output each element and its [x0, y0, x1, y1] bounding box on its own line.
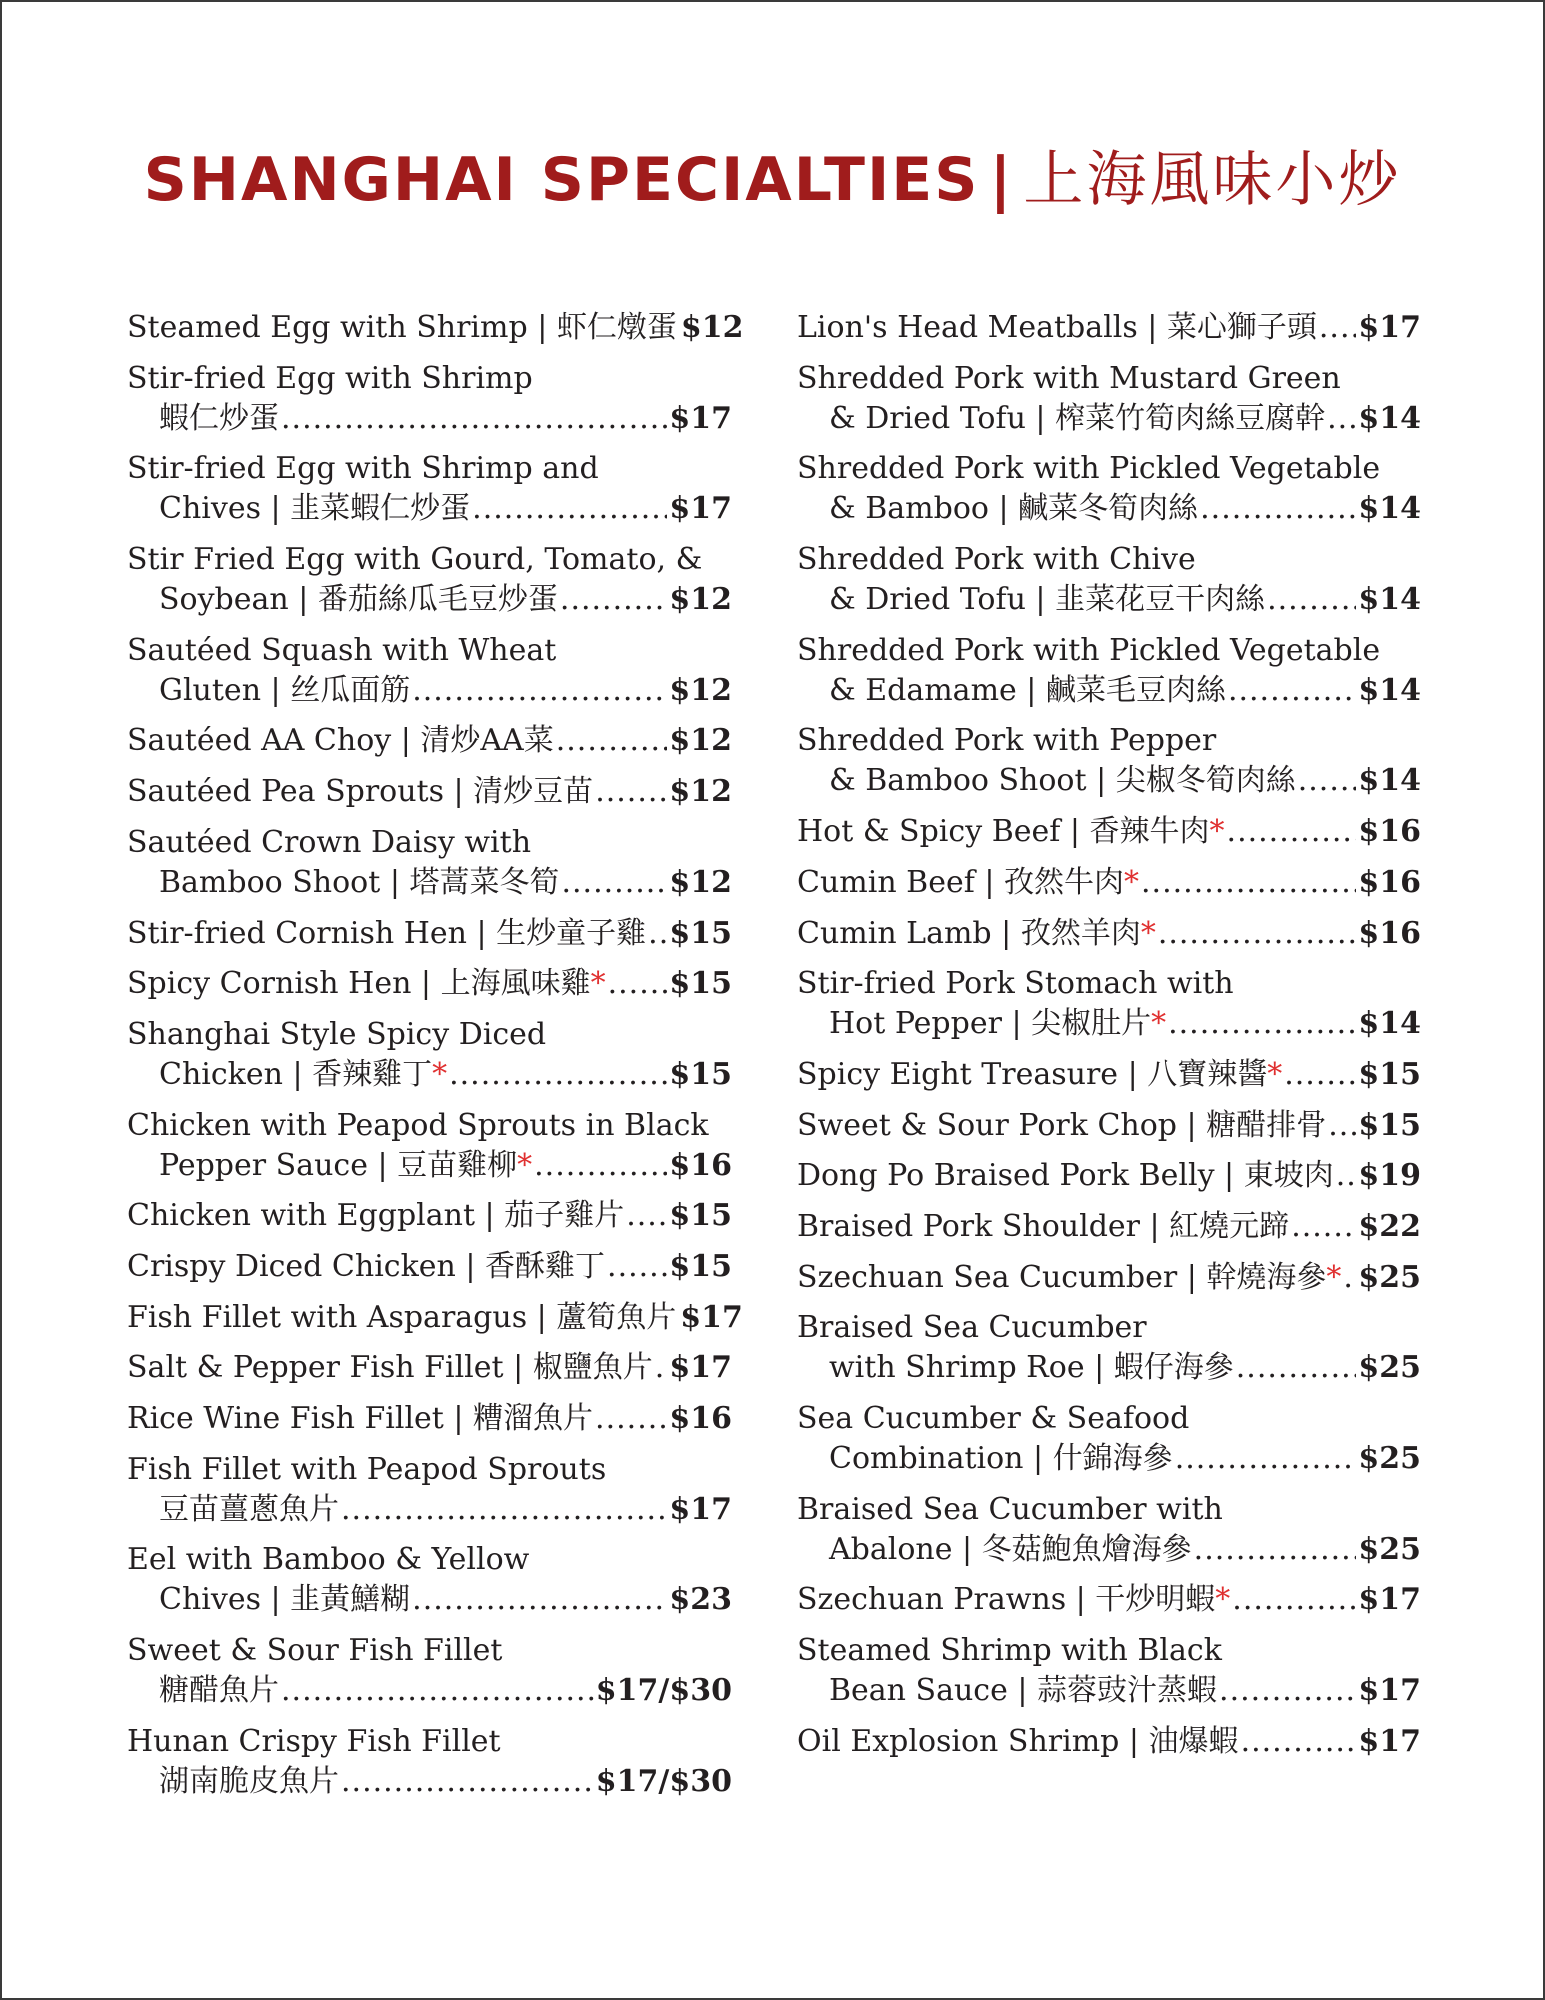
- menu-item-chinese-name: Pepper Sauce | 豆苗雞柳: [159, 1147, 518, 1183]
- menu-item: [127, 1399, 732, 1439]
- menu-item-name-line: [797, 1258, 1421, 1298]
- dot-leader: [1168, 1004, 1356, 1044]
- menu-item-name: Stir-fried Cornish Hen | 生炒童子雞: [127, 915, 647, 951]
- menu-item-price: $15: [669, 1248, 732, 1284]
- menu-item-price: $25: [1358, 1259, 1421, 1295]
- menu-item: [797, 1490, 1421, 1570]
- menu-item-price: $17: [1358, 310, 1421, 345]
- dot-leader: [556, 721, 668, 761]
- menu-item: [797, 964, 1421, 1044]
- menu-item-name: Cumin Lamb | 孜然羊肉: [797, 915, 1141, 951]
- menu-item-name: Shanghai Style Spicy Diced: [127, 1016, 547, 1052]
- menu-item-name: Shredded Pork with Pickled Vegetable: [797, 632, 1381, 668]
- menu-item-price: $12: [680, 310, 744, 345]
- dot-leader: [1219, 1671, 1356, 1711]
- dot-leader: [655, 1348, 668, 1388]
- menu-item-price: $16: [1358, 915, 1421, 951]
- menu-item-name-line: [797, 1106, 1421, 1146]
- dot-leader: [608, 964, 668, 1004]
- menu-item-name-line: [127, 1247, 732, 1287]
- menu-item-name: Crispy Diced Chicken | 香酥雞丁: [127, 1248, 606, 1284]
- menu-item-name-line: [127, 449, 732, 489]
- menu-item-name: Hunan Crispy Fish Fillet: [127, 1723, 501, 1759]
- menu-item-name-line: [797, 1490, 1421, 1530]
- spicy-marker: *: [590, 966, 606, 1002]
- dot-leader: [595, 772, 667, 812]
- menu-item-name-line: [797, 1631, 1421, 1671]
- menu-item-price: $17/$30: [595, 1673, 732, 1709]
- menu-item: [797, 308, 1421, 348]
- menu-item-name: Dong Po Braised Pork Belly | 東坡肉: [797, 1158, 1334, 1194]
- menu-item-name-line: [127, 1015, 732, 1055]
- menu-item-name: Braised Sea Cucumber: [797, 1310, 1147, 1346]
- menu-item-price: $14: [1358, 763, 1421, 799]
- menu-item-name: Fish Fillet with Asparagus | 蘆筍魚片: [127, 1299, 677, 1335]
- dot-leader: [1284, 1055, 1356, 1095]
- dot-leader: [1336, 1156, 1357, 1196]
- menu-item: [127, 914, 732, 954]
- spicy-marker: *: [1140, 915, 1156, 951]
- dot-leader: [1319, 308, 1356, 348]
- dot-leader: [412, 671, 667, 711]
- menu-item: [127, 449, 732, 529]
- menu-item-subline: [797, 1004, 1421, 1044]
- menu-item-name: Shredded Pork with Pickled Vegetable: [797, 451, 1381, 487]
- menu-item-price: $12: [669, 582, 732, 618]
- dot-leader: [412, 1580, 667, 1620]
- menu-item-price: $16: [1358, 864, 1421, 900]
- menu-item-name-line: [127, 772, 732, 812]
- menu-item-name-line: [127, 823, 732, 863]
- menu-item-chinese-name: Gluten | 丝瓜面筋: [159, 672, 411, 708]
- menu-item-name-line: [797, 1055, 1421, 1095]
- dot-leader: [1158, 914, 1357, 954]
- menu-item: [127, 631, 732, 711]
- menu-item-price: $19: [1358, 1158, 1421, 1194]
- dot-leader: [648, 914, 667, 954]
- menu-item: [127, 1631, 732, 1711]
- menu-item-name-line: [797, 1722, 1421, 1762]
- menu-item-chinese-name: & Bamboo | 鹹菜冬筍肉絲: [829, 491, 1199, 527]
- dot-leader: [1194, 1530, 1357, 1570]
- menu-item-chinese-name: Abalone | 冬菇鮑魚燴海參: [829, 1531, 1192, 1567]
- menu-item-chinese-name: 蝦仁炒蛋: [159, 400, 279, 436]
- menu-item-price: $15: [669, 1056, 732, 1092]
- menu-item-subline: [127, 1671, 732, 1711]
- menu-item-subline: [127, 863, 732, 903]
- menu-item: [797, 1207, 1421, 1247]
- menu-item-price: $17: [1358, 1582, 1421, 1618]
- menu-item: [127, 823, 732, 903]
- menu-item-price: $17: [1358, 1723, 1421, 1759]
- dot-leader: [1232, 1580, 1356, 1620]
- menu-item: [127, 1722, 732, 1802]
- spicy-marker: *: [1215, 1582, 1231, 1618]
- dot-leader: [1175, 1439, 1357, 1479]
- menu-item-name: Sautéed Squash with Wheat: [127, 632, 557, 668]
- menu-item: [127, 308, 744, 348]
- dot-leader: [534, 1146, 667, 1186]
- menu-item: [127, 540, 732, 620]
- menu-item-subline: [797, 399, 1421, 439]
- menu-item-name-line: [797, 863, 1421, 903]
- menu-item-name: Steamed Egg with Shrimp | 虾仁燉蛋: [127, 310, 677, 345]
- menu-item: [797, 449, 1421, 529]
- dot-leader: [1291, 1207, 1356, 1247]
- menu-item-name: Stir-fried Egg with Shrimp and: [127, 451, 599, 487]
- menu-item-price: $25: [1358, 1531, 1421, 1567]
- menu-item-name-line: [127, 359, 732, 399]
- menu-item-name: Spicy Eight Treasure | 八寶辣醬: [797, 1056, 1268, 1092]
- menu-item-subline: [127, 1146, 732, 1186]
- menu-item-name: Lion's Head Meatballs | 菜心獅子頭: [797, 310, 1317, 345]
- menu-item-price: $12: [669, 774, 732, 810]
- menu-item: [127, 964, 732, 1004]
- menu-item-price: $23: [669, 1582, 732, 1618]
- menu-item-subline: [797, 1671, 1421, 1711]
- menu-item: [127, 1196, 732, 1236]
- right-menu-column: [797, 308, 1421, 1772]
- menu-item-name: Fish Fillet with Peapod Sprouts: [127, 1451, 607, 1487]
- menu-item-chinese-name: with Shrimp Roe | 蝦仔海參: [829, 1350, 1234, 1386]
- menu-item-chinese-name: & Edamame | 鹹菜毛豆肉絲: [829, 672, 1226, 708]
- menu-item-name-line: [127, 1540, 732, 1580]
- menu-item: [797, 1580, 1421, 1620]
- menu-item-chinese-name: 豆苗薑蔥魚片: [159, 1491, 339, 1527]
- menu-item-chinese-name: 湖南脆皮魚片: [159, 1763, 339, 1799]
- menu-item-name-line: [127, 721, 732, 761]
- menu-item-price: $17: [669, 1491, 732, 1527]
- menu-item: [797, 863, 1421, 903]
- menu-item: [127, 1450, 732, 1530]
- menu-item-name-line: [797, 1399, 1421, 1439]
- menu-item-price: $16: [669, 1147, 732, 1183]
- dot-leader: [1241, 1722, 1357, 1762]
- menu-item-price: $15: [669, 915, 732, 951]
- menu-item-price: $12: [669, 864, 732, 900]
- menu-item: [797, 1631, 1421, 1711]
- menu-item-subline: [797, 671, 1421, 711]
- menu-item: [127, 1298, 743, 1338]
- title-chinese: 上海風味小炒: [1023, 145, 1402, 215]
- dot-leader: [626, 1196, 667, 1236]
- menu-item: [797, 631, 1421, 711]
- menu-item-name: Stir Fried Egg with Gourd, Tomato, &: [127, 542, 703, 578]
- menu-item-name-line: [127, 308, 744, 348]
- menu-item-price: $14: [1358, 400, 1421, 436]
- menu-item-name: Szechuan Sea Cucumber | 幹燒海參: [797, 1259, 1327, 1295]
- menu-item-price: $15: [669, 966, 732, 1002]
- dot-leader: [341, 1762, 594, 1802]
- menu-item-name-line: [127, 540, 732, 580]
- menu-item-name: Shredded Pork with Pepper: [797, 723, 1217, 759]
- menu-item-price: $12: [669, 723, 732, 759]
- menu-item-name-line: [797, 359, 1421, 399]
- menu-item-name: Chicken with Eggplant | 茄子雞片: [127, 1198, 625, 1234]
- menu-item: [797, 1156, 1421, 1196]
- menu-item-name-line: [797, 964, 1421, 1004]
- spicy-marker: *: [1151, 1006, 1167, 1042]
- menu-item: [797, 1399, 1421, 1479]
- dot-leader: [449, 1055, 667, 1095]
- menu-item-name: Braised Sea Cucumber with: [797, 1491, 1223, 1527]
- menu-item-price: $16: [669, 1401, 732, 1436]
- menu-item-price: $17: [669, 1350, 732, 1386]
- menu-item-name-line: [797, 1207, 1421, 1247]
- spicy-marker: *: [1209, 814, 1225, 850]
- dot-leader: [1228, 671, 1356, 711]
- menu-item-chinese-name: Bamboo Shoot | 塔蒿菜冬筍: [159, 864, 560, 900]
- menu-item-price: $16: [1358, 814, 1421, 850]
- menu-item-chinese-name: Bean Sauce | 蒜蓉豉汁蒸蝦: [829, 1673, 1218, 1709]
- menu-item-name: Hot & Spicy Beef | 香辣牛肉: [797, 814, 1210, 850]
- menu-item-chinese-name: Chives | 韭菜蝦仁炒蛋: [159, 491, 471, 527]
- menu-item-price: $17: [669, 491, 732, 527]
- menu-item-name: Steamed Shrimp with Black: [797, 1633, 1222, 1669]
- menu-item-price: $12: [669, 672, 732, 708]
- menu-item-name-line: [127, 1631, 732, 1671]
- dot-leader: [281, 1671, 594, 1711]
- dot-leader: [595, 1399, 667, 1439]
- menu-item-name-line: [127, 1106, 732, 1146]
- dot-leader: [1328, 1106, 1356, 1146]
- menu-item: [127, 1348, 732, 1388]
- menu-item-name-line: [127, 964, 732, 1004]
- menu-item-name: Cumin Beef | 孜然牛肉: [797, 864, 1125, 900]
- dot-leader: [560, 580, 667, 620]
- left-menu-column: [127, 308, 744, 1812]
- menu-item: [127, 359, 732, 439]
- dot-leader: [1267, 580, 1356, 620]
- dot-leader: [281, 399, 667, 439]
- dot-leader: [1343, 1258, 1356, 1298]
- menu-item-name-line: [797, 914, 1421, 954]
- menu-item-subline: [127, 580, 732, 620]
- menu-item: [127, 1106, 732, 1186]
- menu-item-chinese-name: & Bamboo Shoot | 尖椒冬筍肉絲: [829, 763, 1296, 799]
- menu-item-name-line: [797, 812, 1421, 852]
- menu-item-subline: [127, 671, 732, 711]
- menu-item-price: $14: [1358, 582, 1421, 618]
- menu-item: [797, 914, 1421, 954]
- spicy-marker: *: [1124, 864, 1140, 900]
- menu-item: [127, 1540, 732, 1620]
- menu-item-chinese-name: Chives | 韭黃鱔糊: [159, 1582, 411, 1618]
- menu-item-price: $22: [1358, 1208, 1421, 1244]
- menu-item-name: Salt & Pepper Fish Fillet | 椒鹽魚片: [127, 1350, 653, 1386]
- menu-item-name: Oil Explosion Shrimp | 油爆蝦: [797, 1723, 1239, 1759]
- dot-leader: [1227, 812, 1357, 852]
- dot-leader: [1141, 863, 1356, 903]
- menu-item-subline: [797, 1348, 1421, 1388]
- menu-item-name-line: [127, 1298, 743, 1338]
- menu-item-name-line: [797, 1308, 1421, 1348]
- menu-item: [797, 1308, 1421, 1388]
- menu-item-chinese-name: & Dried Tofu | 榨菜竹筍肉絲豆腐幹: [829, 400, 1326, 436]
- menu-item-name-line: [127, 914, 732, 954]
- menu-item-chinese-name: Hot Pepper | 尖椒肚片: [829, 1006, 1152, 1042]
- spicy-marker: *: [432, 1056, 448, 1092]
- menu-item-name-line: [127, 631, 732, 671]
- title-separator: |: [989, 145, 1014, 215]
- menu-item: [797, 1722, 1421, 1762]
- menu-item-name-line: [797, 449, 1421, 489]
- menu-item: [797, 359, 1421, 439]
- menu-item-name: Szechuan Prawns | 干炒明蝦: [797, 1582, 1216, 1618]
- menu-item-chinese-name: Combination | 什錦海參: [829, 1441, 1173, 1476]
- menu-item-price: $17/$30: [595, 1763, 732, 1799]
- menu-item: [797, 1106, 1421, 1146]
- dot-leader: [341, 1490, 667, 1530]
- menu-item-name: Braised Pork Shoulder | 紅燒元蹄: [797, 1208, 1290, 1244]
- menu-item-subline: [797, 1530, 1421, 1570]
- dot-leader: [472, 489, 667, 529]
- menu-item-name-line: [127, 1348, 732, 1388]
- menu-item-name-line: [797, 631, 1421, 671]
- menu-item-price: $14: [1358, 491, 1421, 527]
- menu-item-price: $25: [1358, 1441, 1421, 1476]
- menu-item: [797, 812, 1421, 852]
- menu-item-chinese-name: 糖醋魚片: [159, 1673, 279, 1709]
- menu-item-chinese-name: & Dried Tofu | 韭菜花豆干肉絲: [829, 582, 1266, 618]
- menu-item-name: Stir-fried Pork Stomach with: [797, 966, 1234, 1002]
- menu-item-name: Spicy Cornish Hen | 上海風味雞: [127, 966, 591, 1002]
- menu-item-name: Chicken with Peapod Sprouts in Black: [127, 1107, 709, 1143]
- dot-leader: [1200, 489, 1356, 529]
- menu-item-subline: [127, 1762, 732, 1802]
- dot-leader: [1236, 1348, 1357, 1388]
- menu-item-subline: [127, 1055, 732, 1095]
- dot-leader: [1327, 399, 1356, 439]
- menu-item-name-line: [127, 1196, 732, 1236]
- menu-item-name-line: [127, 1450, 732, 1490]
- menu-item-name-line: [797, 1580, 1421, 1620]
- spicy-marker: *: [1267, 1056, 1283, 1092]
- menu-item: [797, 1055, 1421, 1095]
- page-title: [2, 132, 1543, 218]
- menu-item: [797, 540, 1421, 620]
- spicy-marker: *: [1326, 1259, 1342, 1295]
- menu-item-name-line: [797, 308, 1421, 348]
- menu-item: [797, 721, 1421, 801]
- menu-item-subline: [797, 580, 1421, 620]
- menu-item-name: Sautéed Crown Daisy with: [127, 824, 532, 860]
- menu-item-price: $15: [1358, 1056, 1421, 1092]
- menu-item-name-line: [127, 1399, 732, 1439]
- menu-item-price: $17: [669, 400, 732, 436]
- menu-item: [127, 721, 732, 761]
- menu-item-price: $15: [669, 1198, 732, 1234]
- menu-item-chinese-name: Chicken | 香辣雞丁: [159, 1056, 433, 1092]
- menu-item-chinese-name: Soybean | 番茄絲瓜毛豆炒蛋: [159, 582, 558, 618]
- menu-item-subline: [127, 1490, 732, 1530]
- menu-item-subline: [127, 489, 732, 529]
- menu-item-subline: [127, 1580, 732, 1620]
- menu-item: [127, 1247, 732, 1287]
- menu-item-name: Rice Wine Fish Fillet | 糟溜魚片: [127, 1401, 594, 1436]
- dot-leader: [607, 1247, 667, 1287]
- spicy-marker: *: [517, 1147, 533, 1183]
- menu-item-subline: [797, 489, 1421, 529]
- menu-item-subline: [127, 399, 732, 439]
- menu-item-name: Sweet & Sour Pork Chop | 糖醋排骨: [797, 1107, 1327, 1143]
- title-english: SHANGHAI SPECIALTIES: [143, 145, 980, 215]
- dot-leader: [561, 863, 667, 903]
- menu-item-price: $25: [1358, 1350, 1421, 1386]
- menu-item-name: Sea Cucumber & Seafood: [797, 1401, 1190, 1436]
- dot-leader: [1298, 761, 1357, 801]
- menu-item-price: $15: [1358, 1107, 1421, 1143]
- menu-item-price: $17: [680, 1299, 743, 1335]
- menu-item-name-line: [127, 1722, 732, 1762]
- menu-item-name: Shredded Pork with Chive: [797, 542, 1196, 578]
- menu-item-name: Sweet & Sour Fish Fillet: [127, 1633, 503, 1669]
- menu-item-price: $17: [1358, 1673, 1421, 1709]
- menu-item-subline: [797, 1439, 1421, 1479]
- menu-item: [127, 1015, 732, 1095]
- menu-item-name: Shredded Pork with Mustard Green: [797, 360, 1341, 396]
- menu-item-price: $14: [1358, 672, 1421, 708]
- menu-item: [127, 772, 732, 812]
- menu-item-name-line: [797, 540, 1421, 580]
- menu-item: [797, 1258, 1421, 1298]
- menu-item-name: Sautéed Pea Sprouts | 清炒豆苗: [127, 774, 594, 810]
- menu-item-subline: [797, 761, 1421, 801]
- menu-item-name: Sautéed AA Choy | 清炒AA菜: [127, 723, 554, 759]
- menu-item-price: $14: [1358, 1006, 1421, 1042]
- menu-item-name: Stir-fried Egg with Shrimp: [127, 360, 533, 396]
- menu-item-name-line: [797, 1156, 1421, 1196]
- menu-item-name-line: [797, 721, 1421, 761]
- menu-item-name: Eel with Bamboo & Yellow: [127, 1542, 530, 1578]
